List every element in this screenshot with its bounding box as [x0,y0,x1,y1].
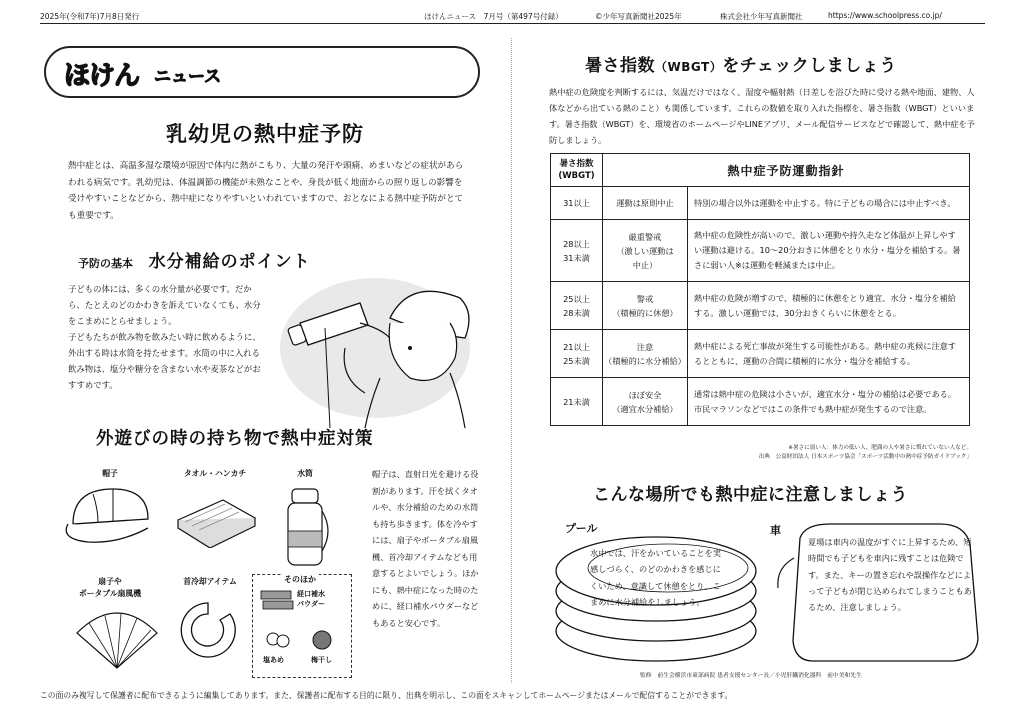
water-text-1: 子どもの体には、多くの水分量が必要です。だから、たとえのどのかわきを訴えていなくても、水分をこまめにとらせましょう。 [68,284,261,326]
other-items-box [252,574,352,678]
water-text-2: 子どもたちが飲み物を飲みたい時に飲めるように、外出する時は水筒を持たせます。水筒の中に入れる飲み物は、塩分や糖分を含まない水や麦茶などがおすすめです。 [68,332,261,390]
wbgt-paragraph: 熱中症の危険度を判断するには、気温だけではなく、湿度や輻射熱（日差しを浴びた時に受ける熱や地面、建物、人体などから出ている熱のこと）も関係しています。これらの数値を取り入れた指標を、暑さ指数（WBGT）といいます。暑さ指数（WBGT）を、環境省のホームページやLINEアプリ、メール配信サービスなどで確認して、熱中症を予防しましょう。 [549,87,975,145]
row-desc: 熱中症の危険性が高いので、激しい運動や持久走など体温が上昇しやすい運動は避ける。10〜20分おきに休憩をとり水分・塩分を補給する。暑さに弱い人※は運動を軽減または中止。 [688,220,970,282]
pool-label: プール [565,522,598,535]
salt-candy-icon [263,627,293,653]
hat-icon [58,484,158,546]
supervisor-credit: 監修 前生会横浜市東部病院 患者支援センター長／小児肝臓消化器科 前中美和先生 [640,673,862,679]
table-row [551,282,970,330]
row-range: 21未満 [551,378,603,426]
other-items-title: そのほか [281,574,319,585]
table-row [551,378,970,426]
outdoor-heading: 外遊びの時の持ち物で熱中症対策 [96,429,374,449]
towel-icon [170,490,260,548]
item-label-bottle: 水筒 [297,469,313,478]
car-label: 車 [770,524,781,537]
table-note-source: 出典 公益財団法人 日本スポーツ協会「スポーツ活動中の熱中症予防ガイドブック」 [758,454,972,460]
wbgt-heading-main: 暑さ指数 [585,56,655,76]
row-range: 25以上 28未満 [551,282,603,330]
table-row [551,187,970,220]
row-desc: 通常は熱中症の危険は小さいが、適宜水分・塩分の補給は必要である。市民マラソンなどではこの条件でも熱中症が発生するので注意。 [688,378,970,426]
logo-banner [44,46,480,98]
outdoor-paragraph: 帽子は、直射日光を避ける役割があります。汗を拭くタオルや、水分補給のための水筒も持ち歩きます。体を冷やすには、扇子やポータブル扇風機、首冷却アイテムなども用意するとよいでしょう。ほかにも、熱中症になった時のために、経口補水パウダーなどもあると安心です。 [372,469,479,628]
row-desc: 熱中症の危険が増すので、積極的に休憩をとり適宜、水分・塩分を補給する。激しい運動では、30分おきくらいに休憩をとる。 [688,282,970,330]
footer-notice: この面のみ複写して保護者に配布できるように編集してあります。また、保護者に配布する目的に限り、出典を明示し、この面をスキャンしてホームページまたはメールで配信することができます。 [40,691,733,700]
row-level: 厳重警戒 （激しい運動は 中止） [603,220,688,282]
item-label-towel: タオル・ハンカチ [183,469,247,478]
page-header [40,10,985,24]
powder-pack-icon [259,587,295,617]
water-bottle-icon [278,483,336,571]
item-label-powder: 経口補水 パウダー [297,590,325,608]
neck-cooler-icon [172,595,244,665]
wbgt-heading-rest: をチェックしましょう [722,56,897,76]
item-label-neck-cooler: 首冷却アイテム [183,577,237,586]
item-label-candy: 塩あめ [263,656,284,664]
row-level: 注意 （積極的に水分補給） [603,330,688,378]
water-heading-big: 水分補給のポイント [148,252,311,272]
copyright: ©少年写真新聞社2025年 [595,12,682,21]
folding-fan-icon [72,603,162,673]
row-range: 28以上 31未満 [551,220,603,282]
row-level: 運動は原則中止 [603,187,688,220]
logo-main: ほけん [64,61,140,91]
table-row [551,330,970,378]
row-range: 31以上 [551,187,603,220]
main-title: 乳幼児の熱中症予防 [166,122,364,146]
item-label-fan: 扇子や ポータブル扇風機 [78,577,142,598]
water-heading-small: 予防の基本 [78,257,133,270]
item-label-hat: 帽子 [102,469,118,478]
issue-title: ほけんニュース 7月号（第497号付録） [424,12,563,21]
pool-paragraph: 水中では、汗をかいていることを実感しづらく、のどのかわきを感じにくいため、意識して休憩をとり、こまめに水分補給をしましょう。 [590,548,722,607]
publisher-url[interactable]: https://www.schoolpress.co.jp/ [828,11,942,20]
row-desc: 熱中症による死亡事故が発生する可能性がある。熱中症の兆候に注意するとともに、運動の合間に積極的に水分・塩分を補給する。 [688,330,970,378]
page-divider [511,38,512,683]
item-label-plum: 梅干し [311,656,332,664]
row-level: ほぼ安全 （適宜水分補給） [603,378,688,426]
intro-paragraph: 熱中症とは、高温多湿な環境が原因で体内に熱がこもり、大量の発汗や頭痛、めまいなどの症状があらわれる病気です。乳幼児は、体温調節の機能が未熟なことや、身長が低く地面からの照り返しの影響を受けやすいことなどから、熱中症になりやすいといわれていますので、おとなによる熱中症予防がとても重要です。 [68,161,464,221]
row-range: 21以上 25未満 [551,330,603,378]
places-heading: こんな場所でも熱中症に注意しましょう [593,485,908,505]
car-paragraph: 夏場は車内の温度がすぐに上昇するため、短時間でも子どもを車内に残すことは危険です。また、キーの置き忘れや誤操作などによって子どもが閉じ込められてしまうこともあるため、注意しましょう。 [808,537,972,613]
girl-drinking-illustration [270,268,485,428]
table-notes [620,444,972,462]
row-desc: 特別の場合以外は運動を中止する。特に子どもの場合には中止すべき。 [688,187,970,220]
wbgt-table [550,153,970,426]
water-paragraph [68,281,268,393]
wbgt-head-index: 暑さ指数 (WBGT) [551,154,603,187]
publisher: 株式会社少年写真新聞社 [720,12,803,21]
row-level: 警戒 （積極的に休憩） [603,282,688,330]
wbgt-heading [585,51,897,76]
pickled-plum-icon [307,627,337,653]
issue-date: 2025年(令和7年)7月8日発行 [40,12,140,21]
table-note-1: ※暑さに弱い人：体力の低い人、肥満の人や暑さに慣れていない人など。 [788,445,972,451]
wbgt-head-guideline: 熱中症予防運動指針 [603,154,970,187]
logo-sub: ニュース [154,67,222,87]
table-row [551,220,970,282]
wbgt-heading-paren: （WBGT） [655,60,723,74]
